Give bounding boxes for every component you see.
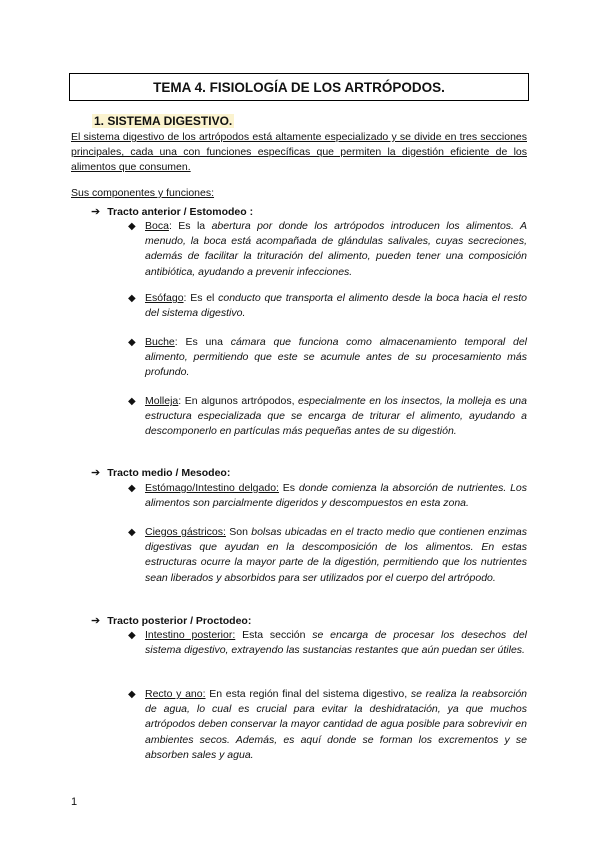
tract-posterior-heading bbox=[91, 614, 251, 627]
item-description: se encarga de procesar los desechos del sistema digestivo, extrayendo las sustancias restantes que aún puedan ser útiles. bbox=[145, 629, 527, 657]
diamond-bullet-icon: ◆ bbox=[128, 337, 136, 348]
diamond-bullet-icon: ◆ bbox=[128, 527, 136, 538]
arrow-right-icon: ➔ bbox=[91, 206, 101, 218]
tract-medio-heading bbox=[91, 466, 230, 479]
diamond-bullet-icon: ◆ bbox=[128, 630, 136, 641]
item-sep: : bbox=[174, 336, 186, 348]
item-term: Esófago bbox=[145, 292, 184, 304]
item-term: Molleja bbox=[145, 395, 179, 407]
list-item-intestino-posterior bbox=[128, 628, 527, 658]
list-item-recto-ano bbox=[128, 687, 528, 763]
arrow-right-icon: ➔ bbox=[91, 467, 101, 479]
item-description: especialmente en los insectos, la molleja es una estructura especializada que se encarga de triturar el alimento, ayudando a descomponerlo en partículas más pequeñas antes de su digestión. bbox=[145, 395, 527, 438]
item-description: conducto que transporta el alimento desde la boca hacia el resto del sistema digestivo. bbox=[145, 292, 528, 320]
item-term: Intestino posterior: bbox=[145, 629, 236, 641]
item-plain: En algunos artrópodos, bbox=[184, 395, 299, 407]
item-plain: Es bbox=[282, 482, 299, 494]
list-item-buche bbox=[128, 335, 527, 381]
item-sep: : bbox=[168, 220, 179, 232]
diamond-bullet-icon: ◆ bbox=[128, 293, 136, 304]
list-item-estomago bbox=[128, 481, 528, 511]
list-item-molleja bbox=[128, 394, 527, 440]
diamond-bullet-icon: ◆ bbox=[128, 396, 136, 407]
section-heading: 1. SISTEMA DIGESTIVO. bbox=[94, 114, 233, 128]
item-description: donde comienza la absorción de nutrientes. Los alimentos son parcialmente digeridos y descompuestos en esta zona. bbox=[145, 482, 528, 510]
item-description: cámara que funciona como almacenamiento temporal del alimento, permitiendo que este se acumule antes de su procesamiento más profundo. bbox=[145, 336, 527, 379]
list-item-esofago bbox=[128, 291, 528, 321]
item-term: Estómago/Intestino delgado: bbox=[145, 482, 279, 494]
item-plain: Son bbox=[229, 526, 252, 538]
page-title: TEMA 4. FISIOLOGÍA DE LOS ARTRÓPODOS. bbox=[69, 73, 529, 101]
item-sep: : bbox=[178, 395, 185, 407]
list-item-ciegos bbox=[128, 525, 527, 586]
item-description: bolsas ubicadas en el tracto medio que contienen enzimas digestivas que ayudan en la descomposición de los alimentos. En estas estructuras ocurre la mayor parte de la digestión, permitiendo que los nutrientes sean liberados y absorbidos para ser utilizados por el cuerpo del artrópodo. bbox=[145, 526, 527, 584]
item-sep: : bbox=[183, 292, 191, 304]
item-description: abertura por donde los artrópodos introducen los alimentos. A menudo, la boca está acompañada de glándulas salivales, cuyas secreciones, además de facilitar la trituración del alimento, pueden tener una composición antibiótica, ayudando a prevenir infecciones. bbox=[145, 220, 527, 278]
item-plain: Es el bbox=[190, 292, 219, 304]
diamond-bullet-icon: ◆ bbox=[128, 483, 136, 494]
tract-label: Tracto anterior / Estomodeo : bbox=[107, 205, 254, 218]
item-description: se realiza la reabsorción de agua, lo cual es crucial para evitar la deshidratación, ya que muchos artrópodos deben conservar la mayor cantidad de agua posible para sobrevivir en ambientes secos. Además, es aquí donde se forman los excrementos y se absorben sales y agua. bbox=[145, 688, 528, 761]
tract-anterior-heading bbox=[91, 205, 253, 218]
page-number: 1 bbox=[71, 796, 78, 808]
arrow-right-icon: ➔ bbox=[91, 615, 101, 627]
list-item-boca bbox=[128, 219, 527, 280]
item-term: Buche bbox=[145, 336, 175, 348]
item-term: Recto y ano: bbox=[145, 688, 206, 700]
components-label: Sus componentes y funciones: bbox=[71, 187, 215, 199]
diamond-bullet-icon: ◆ bbox=[128, 221, 136, 232]
tract-label: Tracto posterior / Proctodeo: bbox=[107, 614, 252, 627]
item-plain: En esta región final del sistema digestivo, bbox=[209, 688, 411, 700]
item-plain: Esta sección bbox=[242, 629, 313, 641]
intro-paragraph: El sistema digestivo de los artrópodos está altamente especializado y se divide en tres secciones principales, cada una con funciones específicas que permiten la digestión eficiente de los alimentos que consumen. bbox=[71, 131, 527, 173]
diamond-bullet-icon: ◆ bbox=[128, 689, 136, 700]
item-plain: Es la bbox=[178, 220, 212, 232]
item-term: Ciegos gástricos: bbox=[145, 526, 226, 538]
item-term: Boca bbox=[145, 220, 169, 232]
tract-label: Tracto medio / Mesodeo: bbox=[107, 466, 231, 479]
item-plain: Es una bbox=[185, 336, 231, 348]
